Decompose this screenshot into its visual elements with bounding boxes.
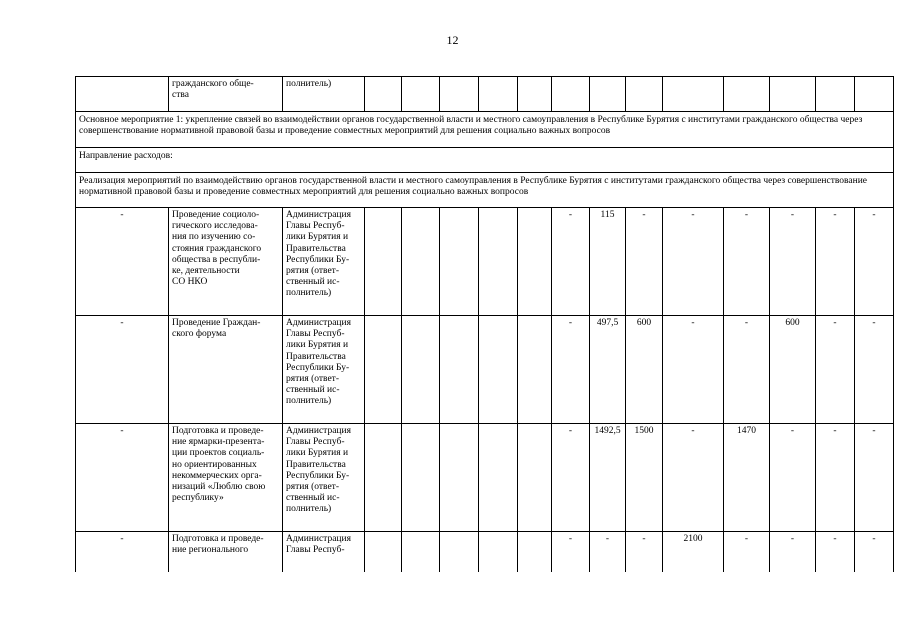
cell-value — [590, 77, 626, 112]
cell-value: - — [816, 532, 855, 572]
cell-value — [440, 316, 479, 424]
cell-value — [479, 316, 518, 424]
cell-value — [479, 424, 518, 532]
cell-executor: Администрация Главы Респуб- лики Бурятия и Правительства Республики Бу- рятия (ответ- ственный ис- полнитель) — [283, 316, 365, 424]
cell-value: 2100 — [663, 532, 724, 572]
cell-value: - — [552, 424, 590, 532]
cell-value — [440, 77, 479, 112]
cell-executor: Администрация Главы Респуб- лики Бурятия и Правительства Республики Бу- рятия (ответ- ственный ис- полнитель) — [283, 208, 365, 316]
cell-value — [440, 208, 479, 316]
cell-activity-name: Подготовка и проведе- ние ярмарки-презента- ции проектов социаль- но ориентированных некоммерческих орга- низаций «Люблю свою республику» — [169, 424, 283, 532]
cell-number: - — [76, 424, 169, 532]
cell-value: - — [724, 208, 770, 316]
cell-value: - — [816, 208, 855, 316]
cell-executor: Администрация Главы Респуб- лики Бурятия и Правительства Республики Бу- рятия (ответ- ственный ис- полнитель) — [283, 424, 365, 532]
cell-executor: полнитель) — [283, 77, 365, 112]
cell-executor: Администрация Главы Респуб- — [283, 532, 365, 572]
cell-value: - — [770, 208, 816, 316]
cell-value — [518, 424, 552, 532]
cell-value: - — [590, 532, 626, 572]
cell-value: 1500 — [626, 424, 663, 532]
cell-value: 1470 — [724, 424, 770, 532]
cell-value: - — [855, 208, 894, 316]
cell-value — [479, 77, 518, 112]
cell-value — [479, 208, 518, 316]
cell-value: - — [724, 532, 770, 572]
table-row — [76, 208, 894, 316]
cell-value: 497,5 — [590, 316, 626, 424]
cell-value — [365, 316, 402, 424]
cell-value: - — [552, 532, 590, 572]
cell-value: - — [855, 424, 894, 532]
cell-value — [402, 77, 440, 112]
cell-activity-name: гражданского обще- ства — [169, 77, 283, 112]
cell-value: - — [855, 316, 894, 424]
cell-value: - — [552, 208, 590, 316]
cell-value: - — [663, 316, 724, 424]
cell-value: - — [663, 208, 724, 316]
cell-value — [770, 77, 816, 112]
cell-value — [552, 77, 590, 112]
cell-value: 115 — [590, 208, 626, 316]
cell-value — [402, 424, 440, 532]
cell-number: - — [76, 208, 169, 316]
cell-value: - — [855, 532, 894, 572]
cell-value: - — [816, 424, 855, 532]
cell-value — [816, 77, 855, 112]
cell-value: - — [663, 424, 724, 532]
cell-value — [518, 208, 552, 316]
cell-value — [518, 316, 552, 424]
main-activity-row-text: Основное мероприятие 1: укрепление связей во взаимодействии органов государственной власти и местного самоуправления в Республике Бурятия с институтами гражданского общества через совершенствование нормативной правовой базы и проведение совместных мероприятий для решения социально важных вопросов — [76, 112, 894, 148]
program-activities-table — [75, 76, 894, 572]
cell-value: - — [770, 532, 816, 572]
cell-number — [76, 77, 169, 112]
cell-value: 600 — [770, 316, 816, 424]
cell-value: 1492,5 — [590, 424, 626, 532]
table-row — [76, 424, 894, 532]
cell-activity-name: Подготовка и проведе- ние регионального — [169, 532, 283, 572]
table-body — [76, 77, 894, 572]
cell-value — [440, 532, 479, 572]
cell-value — [365, 208, 402, 316]
cell-value: - — [626, 532, 663, 572]
expense-direction-row — [76, 148, 894, 173]
table-row — [76, 532, 894, 572]
cell-value — [365, 532, 402, 572]
cell-value — [365, 77, 402, 112]
cell-value: - — [770, 424, 816, 532]
page-number: 12 — [446, 33, 459, 47]
cell-value — [402, 532, 440, 572]
cell-value — [440, 424, 479, 532]
cell-number: - — [76, 532, 169, 572]
realization-row — [76, 173, 894, 208]
cell-value: - — [626, 208, 663, 316]
cell-value — [663, 77, 724, 112]
cell-value — [626, 77, 663, 112]
cell-value — [518, 77, 552, 112]
cell-value — [365, 424, 402, 532]
cell-activity-name: Проведение Граждан- ского форума — [169, 316, 283, 424]
cell-value: - — [552, 316, 590, 424]
cell-value — [479, 532, 518, 572]
cell-number: - — [76, 316, 169, 424]
table-row — [76, 316, 894, 424]
cell-value: 600 — [626, 316, 663, 424]
realization-row-text: Реализация мероприятий по взаимодействию органов государственной власти и местного самоуправления в Республике Бурятия с институтами гражданского общества через совершенствование нормативной правовой базы и проведение совместных мероприятий для решения социально важных вопросов — [76, 173, 894, 208]
table-row — [76, 77, 894, 112]
cell-activity-name: Проведение социоло- гического исследова- ния по изучению со- стояния гражданского общества в республи- ке, деятельности СО НКО — [169, 208, 283, 316]
cell-value — [402, 316, 440, 424]
cell-value — [724, 77, 770, 112]
cell-value: - — [816, 316, 855, 424]
cell-value — [518, 532, 552, 572]
cell-value — [402, 208, 440, 316]
main-activity-row — [76, 112, 894, 148]
cell-value — [855, 77, 894, 112]
expense-direction-row-text: Направление расходов: — [76, 148, 894, 173]
cell-value: - — [724, 316, 770, 424]
